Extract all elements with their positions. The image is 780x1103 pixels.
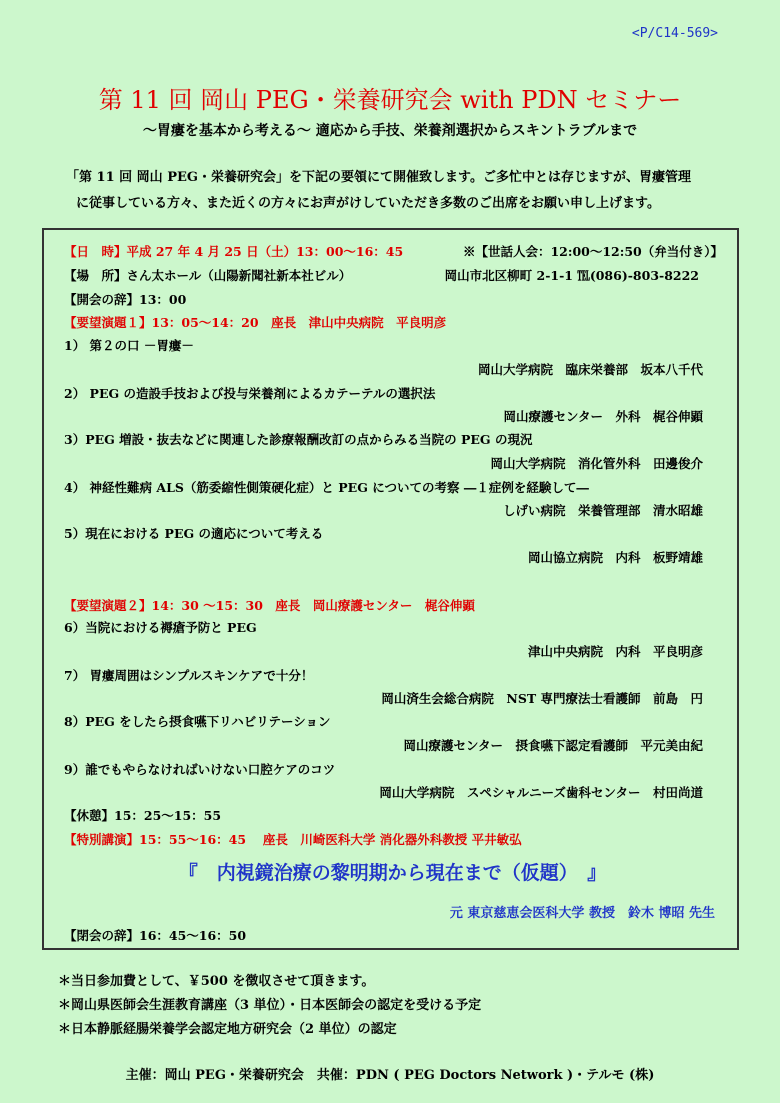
- venue-address: 岡山市北区柳町 2-1-1 ℡(086)-803-8222: [444, 268, 699, 283]
- event-venue: 【場 所】さん太ホール（山陽新聞社新本社ビル）: [64, 268, 352, 283]
- intro-line-2: に従事している方々、また近くの方々にお声がけしていただき多数のご出席をお願い申し上げます。: [76, 196, 660, 211]
- organizers-footer: 主催：岡山 PEG・栄養研究会 共催：PDN ( PEG Doctors Network )・テルモ (株): [125, 1068, 655, 1083]
- talk-title: 3）PEG 増設・抜去などに関連した診療報酬改訂の点からみる当院の PEG の現況: [64, 432, 533, 447]
- talk-title: 4） 神経性難病 ALS（筋委縮性側策硬化症）と PEG についての考察 ―１症例を経験して―: [64, 480, 589, 495]
- session-2-header: 【要望演題２】14：30 ～15：30 座長 岡山療護センター 梶谷伸顕: [64, 598, 475, 613]
- note-fee: ＊当日参加費として、￥500 を徴収させて頂きます。: [58, 974, 375, 989]
- talk-title: 7） 胃瘻周囲はシンプルスキンケアで十分！: [64, 668, 314, 683]
- special-lecture-header: 【特別講演】15：55～16：45 座長 川崎医科大学 消化器外科教授 平井敏弘: [64, 832, 522, 847]
- talk-affiliation: 岡山協立病院 内科 板野靖雄: [527, 550, 703, 565]
- special-lecture-title: 『 内視鏡治療の黎明期から現在まで（仮題） 』: [178, 862, 607, 884]
- talk-title: 8）PEG をしたら摂食嚥下リハビリテーション: [64, 714, 331, 729]
- program-box: [42, 228, 739, 950]
- session-1-header: 【要望演題１】13：05～14：20 座長 津山中央病院 平良明彦: [64, 315, 447, 330]
- talk-affiliation: 岡山療護センター 摂食嚥下認定看護師 平元美由紀: [403, 738, 703, 753]
- note-credit-1: ＊岡山県医師会生涯教育講座（3 単位）・日本医師会の認定を受ける予定: [58, 998, 482, 1013]
- event-date: 【日 時】平成 27 年 4 月 25 日（土）13：00～16：45: [64, 244, 404, 259]
- talk-affiliation: 岡山大学病院 スペシャルニーズ歯科センター 村田尚道: [379, 785, 703, 800]
- reception-note: ※【世話人会：12:00～12:50（弁当付き）】: [462, 244, 723, 259]
- talk-title: 5）現在における PEG の適応について考える: [64, 526, 324, 541]
- page-title: 第 11 回 岡山 PEG・栄養研究会 with PDN セミナー: [98, 86, 682, 114]
- talk-affiliation: しげい病院 栄養管理部 清水昭雄: [502, 503, 703, 518]
- talk-affiliation: 岡山大学病院 消化管外科 田邊俊介: [490, 456, 703, 471]
- closing-remarks: 【閉会の辞】16：45～16：50: [64, 928, 247, 943]
- talk-affiliation: 津山中央病院 内科 平良明彦: [527, 644, 703, 659]
- opening-remarks: 【開会の辞】13：00: [64, 292, 187, 307]
- special-lecturer: 元 東京慈恵会医科大学 教授 鈴木 博昭 先生: [449, 906, 715, 921]
- break-time: 【休憩】15：25～15：55: [64, 808, 222, 823]
- talk-title: 9）誰でもやらなければいけない口腔ケアのコツ: [64, 762, 336, 777]
- note-credit-2: ＊日本静脈経腸栄養学会認定地方研究会（2 単位）の認定: [58, 1022, 397, 1037]
- talk-title: 6）当院における褥瘡予防と PEG: [64, 620, 257, 635]
- intro-line-1: 「第 11 回 岡山 PEG・栄養研究会」を下記の要領にて開催致します。ご多忙中とは存じますが、胃瘻管理: [66, 170, 691, 185]
- document-code: <P/C14-569>: [631, 26, 718, 41]
- talk-title: 2） PEG の造設手技および投与栄養剤によるカテーテルの選択法: [64, 386, 436, 401]
- talk-affiliation: 岡山大学病院 臨床栄養部 坂本八千代: [477, 362, 703, 377]
- talk-affiliation: 岡山療護センター 外科 梶谷伸顕: [503, 409, 703, 424]
- page-subtitle: ～胃瘻を基本から考える～ 適応から手技、栄養剤選択からスキントラブルまで: [142, 123, 638, 139]
- talk-title: 1） 第２の口 －胃瘻－: [64, 338, 194, 353]
- talk-affiliation: 岡山済生会総合病院 NST 専門療法士看護師 前島 円: [381, 691, 703, 706]
